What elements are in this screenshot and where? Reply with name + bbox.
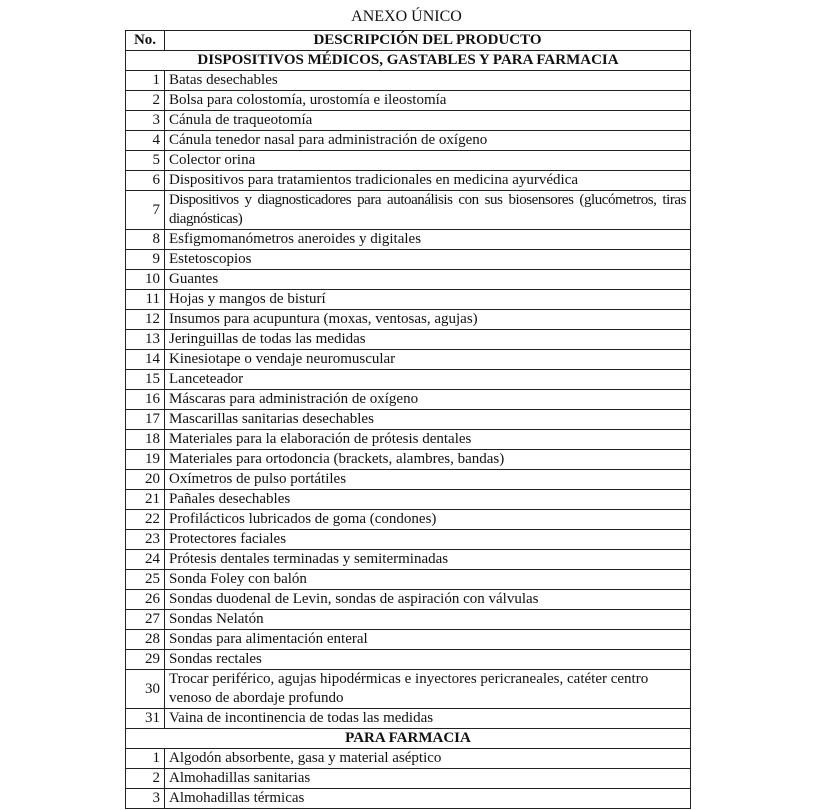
item-description: Sonda Foley con balón [165,570,691,590]
item-number: 31 [126,709,165,729]
table-row [126,530,691,550]
table-row [126,510,691,530]
product-table [125,30,691,809]
item-number: 1 [126,749,165,769]
item-number: 15 [126,370,165,390]
table-body [126,51,691,809]
table-row [126,590,691,610]
item-description: Profilácticos lubricados de goma (condones) [165,510,691,530]
table-row [126,610,691,630]
table-row [126,650,691,670]
item-number: 21 [126,490,165,510]
item-number: 25 [126,570,165,590]
table-row [126,171,691,191]
item-number: 9 [126,250,165,270]
item-description: Algodón absorbente, gasa y material aséptico [165,749,691,769]
table-row [126,71,691,91]
item-description: Jeringuillas de todas las medidas [165,330,691,350]
item-description: Sondas rectales [165,650,691,670]
table-row [126,709,691,729]
item-description: Bolsa para colostomía, urostomía e ileostomía [165,91,691,111]
table-row [126,769,691,789]
item-description: Protectores faciales [165,530,691,550]
item-description: Materiales para la elaboración de prótesis dentales [165,430,691,450]
table-header-row [126,31,691,51]
item-description: Materiales para ortodoncia (brackets, alambres, bandas) [165,450,691,470]
table-row [126,151,691,171]
section-heading-row [126,729,691,749]
table-row [126,450,691,470]
table-row [126,370,691,390]
item-number: 16 [126,390,165,410]
item-description: Prótesis dentales terminadas y semiterminadas [165,550,691,570]
item-number: 1 [126,71,165,91]
table-row [126,390,691,410]
table-row [126,230,691,250]
item-description: Hojas y mangos de bisturí [165,290,691,310]
item-number: 4 [126,131,165,151]
item-description: Guantes [165,270,691,290]
table-row [126,250,691,270]
table-row [126,131,691,151]
table-row [126,570,691,590]
table-row [126,310,691,330]
item-description: Pañales desechables [165,490,691,510]
table-row [126,630,691,650]
item-number: 7 [126,191,165,230]
item-number: 29 [126,650,165,670]
table-row [126,490,691,510]
table-row [126,410,691,430]
item-number: 26 [126,590,165,610]
item-description: Almohadillas térmicas [165,789,691,809]
item-number: 24 [126,550,165,570]
item-description: Insumos para acupuntura (moxas, ventosas, agujas) [165,310,691,330]
table-row [126,330,691,350]
column-header-number: No. [126,31,165,51]
item-number: 28 [126,630,165,650]
item-number: 3 [126,111,165,131]
item-description: Oxímetros de pulso portátiles [165,470,691,490]
item-description: Almohadillas sanitarias [165,769,691,789]
item-number: 2 [126,91,165,111]
table-row [126,91,691,111]
item-number: 20 [126,470,165,490]
item-description: Estetoscopios [165,250,691,270]
item-number: 27 [126,610,165,630]
column-header-description: DESCRIPCIÓN DEL PRODUCTO [165,31,691,51]
item-description: Kinesiotape o vendaje neuromuscular [165,350,691,370]
table-row [126,290,691,310]
item-number: 30 [126,670,165,709]
item-number: 22 [126,510,165,530]
item-description: Sondas Nelatón [165,610,691,630]
table-row [126,789,691,809]
item-description: Mascarillas sanitarias desechables [165,410,691,430]
section-heading: PARA FARMACIA [126,729,691,749]
table-row [126,670,691,709]
table-row [126,550,691,570]
item-description: Esfigmomanómetros aneroides y digitales [165,230,691,250]
item-description: Cánula de traqueotomía [165,111,691,131]
section-heading-row [126,51,691,71]
table-row [126,111,691,131]
section-heading: DISPOSITIVOS MÉDICOS, GASTABLES Y PARA FARMACIA [126,51,691,71]
item-description: Sondas duodenal de Levin, sondas de aspiración con válvulas [165,590,691,610]
item-number: 19 [126,450,165,470]
table-row [126,191,691,230]
item-description: Vaina de incontinencia de todas las medidas [165,709,691,729]
item-number: 12 [126,310,165,330]
item-description: Trocar periférico, agujas hipodérmicas e inyectores pericraneales, catéter centro venoso de abordaje profundo [165,670,691,709]
table-row [126,430,691,450]
item-description: Cánula tenedor nasal para administración de oxígeno [165,131,691,151]
item-description: Dispositivos para tratamientos tradicionales en medicina ayurvédica [165,171,691,191]
annex-title: ANEXO ÚNICO [351,8,462,25]
item-number: 23 [126,530,165,550]
table-row [126,270,691,290]
item-description: Colector orina [165,151,691,171]
item-number: 10 [126,270,165,290]
item-description: Lanceteador [165,370,691,390]
item-number: 13 [126,330,165,350]
item-number: 6 [126,171,165,191]
item-number: 5 [126,151,165,171]
item-number: 8 [126,230,165,250]
item-number: 2 [126,769,165,789]
item-number: 14 [126,350,165,370]
table-row [126,350,691,370]
item-description: Batas desechables [165,71,691,91]
item-description: Máscaras para administración de oxígeno [165,390,691,410]
item-number: 18 [126,430,165,450]
item-description: Dispositivos y diagnosticadores para autoanálisis con sus biosensores (glucómetros, tiras diagnósticas) [165,191,691,230]
item-number: 11 [126,290,165,310]
table-row [126,749,691,769]
item-number: 3 [126,789,165,809]
item-description: Sondas para alimentación enteral [165,630,691,650]
item-number: 17 [126,410,165,430]
table-row [126,470,691,490]
